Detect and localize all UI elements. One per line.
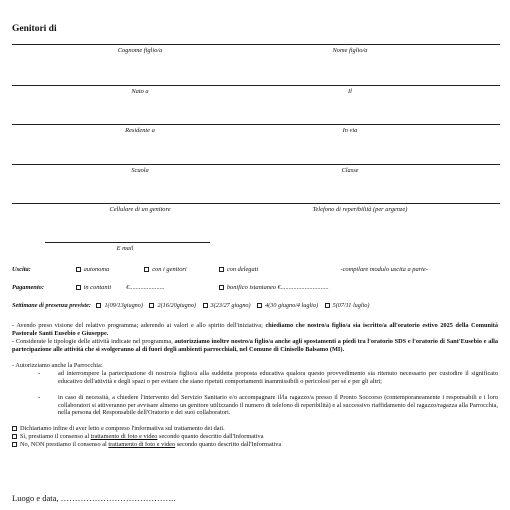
uscita-option-autonoma[interactable]: autonoma bbox=[76, 266, 143, 273]
scuola-line[interactable] bbox=[12, 164, 500, 165]
email-line[interactable] bbox=[45, 242, 210, 243]
bullet-dash: - bbox=[38, 393, 41, 401]
checkbox-icon[interactable] bbox=[203, 303, 208, 308]
via-caption: In via bbox=[342, 127, 358, 134]
checkbox-icon[interactable] bbox=[325, 303, 330, 308]
checkbox-icon[interactable] bbox=[219, 267, 224, 272]
cognome-line[interactable] bbox=[12, 44, 500, 45]
il-caption: Il bbox=[348, 88, 352, 95]
nome-caption: Nome figlio/a bbox=[332, 47, 368, 54]
uscita-note: -compilare modulo uscita a parte- bbox=[340, 266, 428, 273]
paragraph-iscrizione: - Avendo preso visione del relativo programma; aderendo ai valori e allo spirito dell'iniziativa; chiediamo che nostro/a figlio/a sia iscritto/a all'oratorio estivo 2025 della Comunità Pastorale Santi Eusebio e Giuseppe. bbox=[12, 322, 498, 337]
checkbox-icon[interactable] bbox=[76, 267, 81, 272]
settimana-4[interactable]: 4(30 giugno/4 luglio) bbox=[257, 302, 318, 309]
checkbox-icon[interactable] bbox=[219, 285, 224, 290]
uscita-option-genitori[interactable]: con i genitori bbox=[144, 266, 217, 273]
bullet-necessita: in caso di necessità, a chiedere l'intervento del Servizio Sanitario e/o accompagnare il/la ragazzo/a presso il Pronto Soccorso (contemporaneamente i responsabili e i loro collaboratori si attiveranno per avvisare almeno un genitore utilizzando il numero di telefono di reperibilità) e al successivo riaffidamento del ragazzo/ragazza alla Parrocchia, nella persona del Responsabile dell'Oratorio e dei suoi collaboratori. bbox=[58, 394, 498, 417]
pagamento-row bbox=[12, 284, 329, 291]
uscita-label: Uscita: bbox=[12, 266, 31, 273]
cognome-caption: Cognome figlio/a bbox=[117, 47, 163, 54]
uscita-row bbox=[12, 266, 428, 273]
pagamento-contanti-amount[interactable]: €...................... bbox=[126, 284, 165, 291]
settimana-3[interactable]: 3(23/27 giugno) bbox=[203, 302, 251, 309]
checkbox-icon[interactable] bbox=[76, 285, 81, 290]
uscita-option-delegati[interactable]: con delegati bbox=[219, 266, 339, 273]
settimane-row bbox=[12, 302, 369, 309]
pagamento-label: Pagamento: bbox=[12, 284, 44, 291]
luogo-data[interactable]: Luogo e data, ………………………………….. bbox=[12, 493, 176, 503]
residente-line[interactable] bbox=[12, 124, 500, 125]
bullet-dash: - bbox=[38, 369, 41, 377]
checkbox-icon[interactable] bbox=[12, 442, 17, 447]
pagamento-option-contanti[interactable]: in contanti bbox=[76, 284, 125, 291]
residente-caption: Residente a bbox=[125, 127, 155, 134]
settimana-2[interactable]: 2(16/20giugno) bbox=[149, 302, 196, 309]
nato-caption: Nato a bbox=[131, 88, 149, 95]
consent-yes: Sì, prestiamo il consenso al trattamento di foto e video secondo quanto descritto dall'Informativa bbox=[12, 433, 498, 441]
cellulare-caption: Cellulare di un genitore bbox=[109, 206, 171, 213]
checkbox-icon[interactable] bbox=[257, 303, 262, 308]
pagamento-option-bonifico[interactable]: bonifico istantaneo €.............................. bbox=[219, 284, 329, 291]
checkbox-icon[interactable] bbox=[12, 434, 17, 439]
scuola-caption: Scuola bbox=[131, 167, 149, 174]
cellulare-line[interactable] bbox=[12, 203, 500, 204]
checkbox-icon[interactable] bbox=[144, 267, 149, 272]
checkbox-icon[interactable] bbox=[12, 426, 17, 431]
telefono-caption: Telefono di reperibilità (per urgenze) bbox=[312, 206, 408, 213]
classe-caption: Classe bbox=[341, 167, 359, 174]
nato-line[interactable] bbox=[12, 85, 500, 86]
checkbox-icon[interactable] bbox=[149, 303, 154, 308]
settimana-5[interactable]: 5(07/11 luglio) bbox=[325, 302, 370, 309]
form-title: Genitori di bbox=[12, 24, 57, 34]
declaration-informativa: Dichiariamo infine di aver letto e compreso l'informativa sul trattamento dei dati. bbox=[12, 425, 498, 433]
paragraph-autorizzazione: - Considerate le tipologie delle attività indicate nel programma, autorizziamo inoltre nostro/a figlio/a anche agli spostamenti a piedi tra l'oratorio SDS e l'oratorio di Sant'Eusebio e alla partecipazione alle attività che si svolgeranno al di fuori degli ambienti parrocchiali, nel Comune di Cinisello Balsamo (MI). bbox=[12, 338, 498, 353]
email-caption: E mail bbox=[116, 245, 134, 252]
settimane-label: Settimane di presenza previste: bbox=[12, 302, 91, 309]
consent-no: No, NON prestiamo il consenso al trattamento di foto e video secondo quanto descritto dall'Informativa bbox=[12, 441, 498, 449]
checkbox-icon[interactable] bbox=[96, 303, 101, 308]
bullet-interrompere: ad interrompere la partecipazione di nostro/a figlio/a alla suddetta proposta educativa qualora questo provvedimento sia ritenuto necessario per custodire il significato educativo dell'attività e degli spazi o per evitare che siano ripetuti comportamenti inammissibili o pericolosi per sé e per gli altri; bbox=[58, 370, 498, 385]
settimana-1[interactable]: 1(09/13giugno) bbox=[96, 302, 143, 309]
paragraph-parrocchia: - Autorizziamo anche la Parrocchia: bbox=[12, 362, 103, 369]
